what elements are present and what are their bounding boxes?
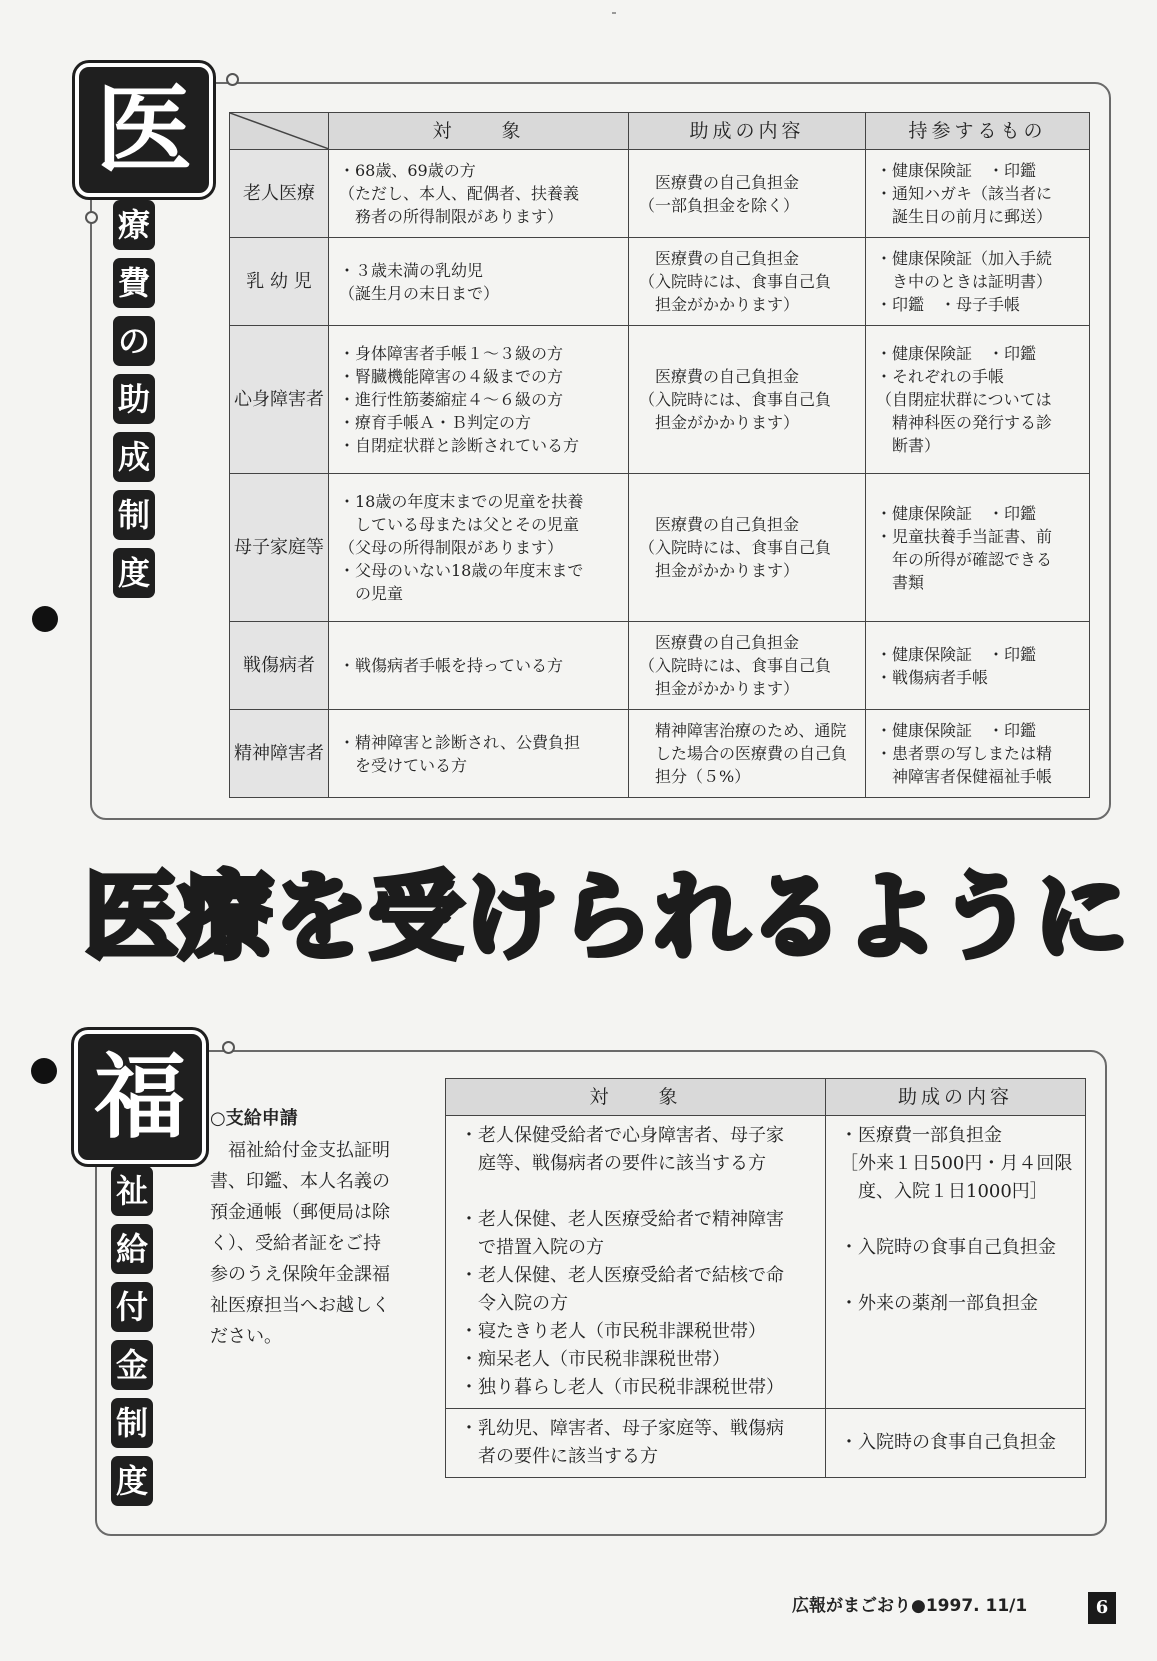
target-line: の児童 <box>355 584 404 603</box>
header-corner-cell <box>230 113 329 150</box>
title-char: 成 <box>113 432 155 482</box>
welfare-row <box>446 1409 1086 1478</box>
row-bring <box>866 326 1090 474</box>
target-line: で措置入院の方 <box>478 1237 604 1258</box>
bring-line: 誕生日の前月に郵送） <box>892 207 1053 226</box>
row-target <box>329 150 629 238</box>
header-content: 助成の内容 <box>826 1079 1086 1116</box>
target-line: （ただし、本人、配偶者、扶養義 <box>339 184 580 203</box>
page-number: 6 <box>1088 1592 1116 1624</box>
target-line: を受けている方 <box>355 755 468 775</box>
frame-corner-dot <box>222 1041 235 1054</box>
scan-mark <box>612 12 616 14</box>
bring-line: 年の所得が確認できる <box>892 549 1053 569</box>
bring-line: ・それぞれの手帳 <box>876 367 1005 386</box>
row-category: 精神障害者 <box>230 710 329 798</box>
application-line: 参のうえ保険年金課福 <box>210 1264 390 1285</box>
row-content <box>826 1409 1086 1478</box>
row-target <box>446 1116 826 1409</box>
content-line: 担金がかかります） <box>655 413 800 432</box>
row-content <box>629 150 866 238</box>
bring-line: 精神科医の発行する診 <box>892 413 1053 432</box>
row-content <box>629 474 866 622</box>
content-line: 度、入院１日1000円］ <box>858 1181 1048 1202</box>
target-line: （誕生月の末日まで） <box>339 283 500 303</box>
row-content <box>629 710 866 798</box>
content-line: （入院時には、食事自己負 <box>639 656 832 675</box>
header-bring: 持参するもの <box>866 113 1090 150</box>
target-line: ・進行性筋萎縮症４～６級の方 <box>339 390 564 409</box>
welfare-title-big-text: 福 <box>93 1043 186 1151</box>
content-line: 医療費の自己負担金 <box>655 633 800 652</box>
application-notes <box>210 1103 415 1352</box>
target-line: ・老人保健、老人医療受給者で精神障害 <box>460 1209 784 1230</box>
content-line: 医療費の自己負担金 <box>655 367 800 386</box>
title-char: 助 <box>113 374 155 424</box>
medical-row <box>230 150 1090 238</box>
target-line: ・痴呆老人（市民税非課税世帯） <box>460 1349 730 1370</box>
row-target <box>329 622 629 710</box>
bring-line: ・戦傷病者手帳 <box>876 667 989 687</box>
row-bring <box>866 474 1090 622</box>
bring-line: ・健康保険証 ・印鑑 <box>876 161 1037 180</box>
target-line: ・３歳未満の乳幼児 <box>339 260 484 280</box>
row-category: 老人医療 <box>230 150 329 238</box>
target-line: ・乳幼児、障害者、母子家庭等、戦傷病 <box>460 1418 784 1439</box>
bring-line: ・児童扶養手当証書、前 <box>876 526 1053 546</box>
header-target: 対 象 <box>446 1079 826 1116</box>
medical-title-big-text: 医 <box>96 73 192 186</box>
bring-line: ・印鑑 ・母子手帳 <box>876 295 1021 314</box>
title-char: 金 <box>111 1340 153 1390</box>
content-line: 医療費の自己負担金 <box>655 249 800 268</box>
welfare-row <box>446 1116 1086 1409</box>
medical-row <box>230 326 1090 474</box>
content-line: ・入院時の食事自己負担金 <box>840 1237 1056 1258</box>
header-content: 助成の内容 <box>629 113 866 150</box>
application-line: ださい。 <box>210 1326 282 1347</box>
row-target <box>329 238 629 326</box>
content-line: 医療費の自己負担金 <box>655 172 800 192</box>
content-line: （入院時には、食事自己負 <box>639 390 832 409</box>
row-content <box>629 326 866 474</box>
content-line: した場合の医療費の自己負 <box>655 744 848 763</box>
row-content <box>629 238 866 326</box>
target-line: 令入院の方 <box>478 1293 568 1314</box>
title-char: 制 <box>113 490 155 540</box>
row-target <box>446 1409 826 1478</box>
content-line: ・外来の薬剤一部負担金 <box>840 1293 1038 1314</box>
bring-line: ・患者票の写しまたは精 <box>876 744 1053 763</box>
medical-row <box>230 622 1090 710</box>
headline: 医療を受けられるように <box>84 863 1130 972</box>
medical-title-big-char <box>75 63 213 197</box>
row-category: 戦傷病者 <box>230 622 329 710</box>
content-line: 担金がかかります） <box>655 679 800 698</box>
target-line: 務者の所得制限があります） <box>355 207 564 226</box>
row-category: 母子家庭等 <box>230 474 329 622</box>
target-line: ・戦傷病者手帳を持っている方 <box>339 656 564 675</box>
content-line: 担金がかかります） <box>655 295 800 314</box>
welfare-title-big-char <box>74 1030 206 1164</box>
row-target <box>329 326 629 474</box>
content-line: （一部負担金を除く） <box>639 195 800 215</box>
bring-line: ・健康保険証 ・印鑑 <box>876 344 1037 363</box>
title-char: の <box>113 316 155 366</box>
welfare-vertical-title <box>111 1166 155 1514</box>
content-line: （入院時には、食事自己負 <box>639 272 832 291</box>
bring-line: 書類 <box>892 572 925 592</box>
target-line: （父母の所得制限があります） <box>339 538 564 557</box>
welfare-table-header <box>446 1079 1086 1116</box>
row-content <box>629 622 866 710</box>
content-line: （入院時には、食事自己負 <box>639 538 832 557</box>
diagonal-line <box>230 113 329 149</box>
bring-line: ・健康保険証 ・印鑑 <box>876 644 1037 664</box>
target-line: ・腎臓機能障害の４級までの方 <box>339 367 564 386</box>
bring-line: ・健康保険証（加入手続 <box>876 249 1053 268</box>
medical-table-header <box>230 113 1090 150</box>
row-target <box>329 710 629 798</box>
target-line: ・18歳の年度末までの児童を扶養 <box>339 492 584 511</box>
application-line: 祉医療担当へお越しく <box>210 1295 390 1316</box>
target-line: ・老人保健、老人医療受給者で結核で命 <box>460 1265 784 1286</box>
target-line: ・68歳、69歳の方 <box>339 161 476 180</box>
content-line: 精神障害治療のため、通院 <box>655 721 847 740</box>
target-line: ・老人保健受給者で心身障害者、母子家 <box>460 1125 784 1146</box>
title-char: 付 <box>111 1282 153 1332</box>
target-line: 者の要件に該当する方 <box>478 1446 658 1467</box>
title-char: 給 <box>111 1224 153 1274</box>
target-line: ・寝たきり老人（市民税非課税世帯） <box>460 1321 766 1342</box>
title-char: 費 <box>113 258 155 308</box>
medical-row <box>230 710 1090 798</box>
target-line: ・父母のいない18歳の年度末まで <box>339 561 584 580</box>
target-line: ・独り暮らし老人（市民税非課税世帯） <box>460 1377 784 1398</box>
header-target: 対 象 <box>329 113 629 150</box>
content-line: ［外来１日500円・月４回限 <box>840 1153 1073 1174</box>
content-line: 担金がかかります） <box>655 561 800 580</box>
row-category: 心身障害者 <box>230 326 329 474</box>
section-bullet <box>32 606 58 632</box>
row-bring <box>866 710 1090 798</box>
row-content <box>826 1116 1086 1409</box>
application-heading: ○支給申請 <box>210 1108 298 1129</box>
title-char: 療 <box>113 200 155 250</box>
application-line: く）、受給者証をご持 <box>210 1233 381 1254</box>
target-line: ・身体障害者手帳１～３級の方 <box>339 344 564 363</box>
title-char: 祉 <box>111 1166 153 1216</box>
bring-line: ・健康保険証 ・印鑑 <box>876 503 1037 523</box>
bring-line: 神障害者保健福祉手帳 <box>892 767 1053 786</box>
row-target <box>329 474 629 622</box>
section-bullet <box>31 1058 57 1084</box>
row-bring <box>866 150 1090 238</box>
row-bring <box>866 622 1090 710</box>
medical-row <box>230 238 1090 326</box>
bring-line: （自閉症状群については <box>876 390 1052 409</box>
content-line: ・入院時の食事自己負担金 <box>840 1432 1056 1453</box>
target-line: ・療育手帳Ａ・Ｂ判定の方 <box>339 413 532 432</box>
bring-line: き中のときは証明書） <box>892 272 1053 291</box>
title-char: 度 <box>113 548 155 598</box>
row-category: 乳 幼 児 <box>230 238 329 326</box>
target-line: ・自閉症状群と診断されている方 <box>339 436 580 455</box>
application-line: 書、印鑑、本人名義の <box>210 1171 390 1192</box>
content-line: 医療費の自己負担金 <box>655 515 800 534</box>
target-line: している母または父とその児童 <box>355 515 580 534</box>
title-char: 度 <box>111 1456 153 1506</box>
content-line: 担分（５%） <box>655 767 751 786</box>
medical-vertical-title <box>113 200 157 606</box>
content-line: ・医療費一部負担金 <box>840 1125 1002 1146</box>
frame-corner-dot <box>226 73 239 86</box>
application-line: 福祉給付金支払証明 <box>228 1140 390 1161</box>
welfare-table <box>445 1078 1086 1478</box>
bring-line: ・健康保険証 ・印鑑 <box>876 721 1037 740</box>
medical-table <box>229 112 1090 798</box>
target-line: 庭等、戦傷病者の要件に該当する方 <box>478 1153 766 1174</box>
medical-row <box>230 474 1090 622</box>
application-line: 預金通帳（郵便局は除 <box>210 1202 390 1223</box>
publication-footer: 広報がまごおり●1997. 11/1 <box>792 1596 1028 1616</box>
bring-line: ・通知ハガキ（該当者に <box>876 184 1053 203</box>
frame-corner-dot <box>85 211 98 224</box>
target-line: ・精神障害と診断され、公費負担 <box>339 732 580 752</box>
row-bring <box>866 238 1090 326</box>
bring-line: 断書） <box>892 436 941 455</box>
title-char: 制 <box>111 1398 153 1448</box>
